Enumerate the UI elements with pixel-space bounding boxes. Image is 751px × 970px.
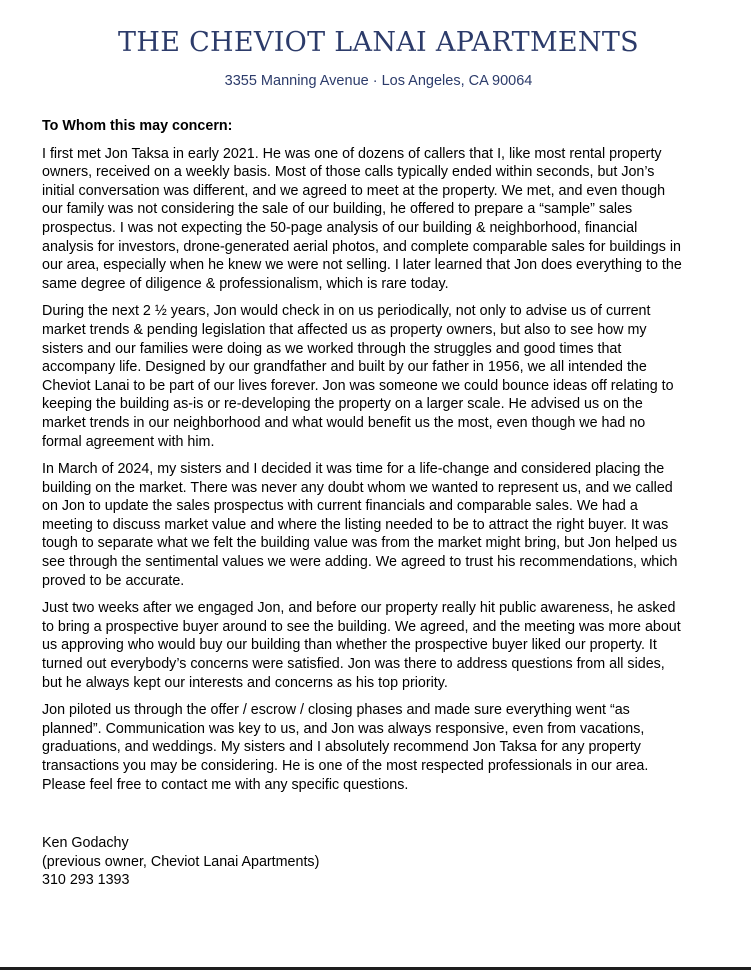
paragraph-line: us approving who would buy our building than whether the prospective buyer liked our property. It (42, 637, 657, 654)
paragraph-line: keeping the building as-is or re-developing the property on a larger scale. He advised us on the (42, 396, 643, 413)
paragraph-line: Just two weeks after we engaged Jon, and before our property really hit public awareness, he asked (42, 600, 676, 617)
paragraph-line: accompany life. Designed by our grandfather and built by our father in 1956, we all intended the (42, 359, 647, 376)
paragraph-line: Cheviot Lanai to be part of our lives forever. Jon was someone we could bounce ideas off relating to (42, 377, 674, 394)
paragraph-line: on Jon to update the sales prospectus with current financials and comparable sales. We had a (42, 498, 638, 515)
paragraph-line: market trends in our neighborhood and what would benefit us the most, even though we had no (42, 414, 646, 431)
paragraph-line: owners, received on a weekly basis. Most of those calls typically ended within seconds, but Jon’s (42, 164, 655, 181)
paragraph-line: see through the sentimental values we were adding. We agreed to trust his recommendations, which (42, 554, 678, 571)
paragraph-line: I first met Jon Taksa in early 2021. He was one of dozens of callers that I, like most rental property (42, 145, 662, 162)
paragraph-line: During the next 2 ½ years, Jon would check in on us periodically, not only to advise us of current (42, 303, 651, 320)
paragraph-line: tough to separate what we felt the building value was from the market might bring, but Jon helped us (42, 535, 677, 552)
paragraph-4 (42, 599, 722, 692)
signer-name: Ken Godachy (42, 835, 129, 851)
paragraph-line: planned”. Communication was key to us, and Jon was always responsive, even from vacations, (42, 720, 645, 737)
paragraph-line: In March of 2024, my sisters and I decided it was time for a life-change and considered placing the (42, 461, 665, 478)
paragraph-line: to bring a prospective buyer around to see the building. We agreed, and the meeting was more about (42, 618, 681, 635)
paragraph-line: Jon piloted us through the offer / escrow / closing phases and made sure everything went “as (42, 702, 630, 719)
paragraph-line: market trends & pending legislation that affected us as property owners, but also to see how my (42, 321, 647, 338)
paragraph-line: sisters and our families were doing as we worked through the struggles and good times that (42, 340, 622, 357)
paragraph-line: prospectus. I was not expecting the 50-page analysis of our building & neighborhood, financial (42, 219, 638, 236)
paragraph-line: our family was not considering the sale of our building, he offered to prepare a “sample” sales (42, 201, 633, 218)
paragraph-line: our area, especially when he knew we were not selling. I later learned that Jon does everything to the (42, 257, 682, 274)
paragraph-line: but he always kept our interests and concerns as his top priority. (42, 674, 448, 691)
paragraph-line: meeting to discuss market value and where the listing needed to be to attract the right buyer. It was (42, 516, 669, 533)
letterhead-title: THE CHEVIOT LANAI APARTMENTS (118, 27, 639, 58)
letterhead-address: 3355 Manning Avenue · Los Angeles, CA 90064 (224, 73, 533, 89)
paragraph-5 (42, 701, 722, 794)
signature-block (42, 834, 319, 890)
paragraph-line: analysis for investors, drone-generated aerial photos, and complete comparable sales for buildings in (42, 238, 681, 255)
paragraph-line: Please feel free to contact me with any specific questions. (42, 776, 409, 793)
paragraph-3 (42, 460, 722, 590)
paragraph-line: formal agreement with him. (42, 433, 215, 450)
paragraph-line: graduations, and weddings. My sisters and I absolutely recommend Jon Taksa for any property (42, 739, 641, 756)
paragraph-line: transactions you may be considering. He is one of the most respected professionals in our area. (42, 758, 649, 774)
paragraph-1 (42, 145, 722, 294)
paragraph-2 (42, 302, 722, 451)
letter-body (42, 117, 722, 803)
paragraph-line: turned out everybody’s concerns were satisfied. Jon was there to address questions from all sides, (42, 656, 665, 673)
signer-role: (previous owner, Cheviot Lanai Apartments) (42, 853, 320, 870)
paragraph-line: same degree of diligence & professionalism, which is rare today. (42, 275, 449, 292)
salutation: To Whom this may concern: (42, 118, 233, 134)
signer-phone: 310 293 1393 (42, 872, 130, 889)
paragraph-line: proved to be accurate. (42, 572, 185, 589)
letterhead (0, 24, 751, 90)
paragraph-line: initial conversation was different, and we agreed to meet at the property. We met, and even though (42, 182, 666, 199)
paragraph-line: building on the market. There was never any doubt whom we wanted to represent us, and we called (42, 479, 673, 496)
